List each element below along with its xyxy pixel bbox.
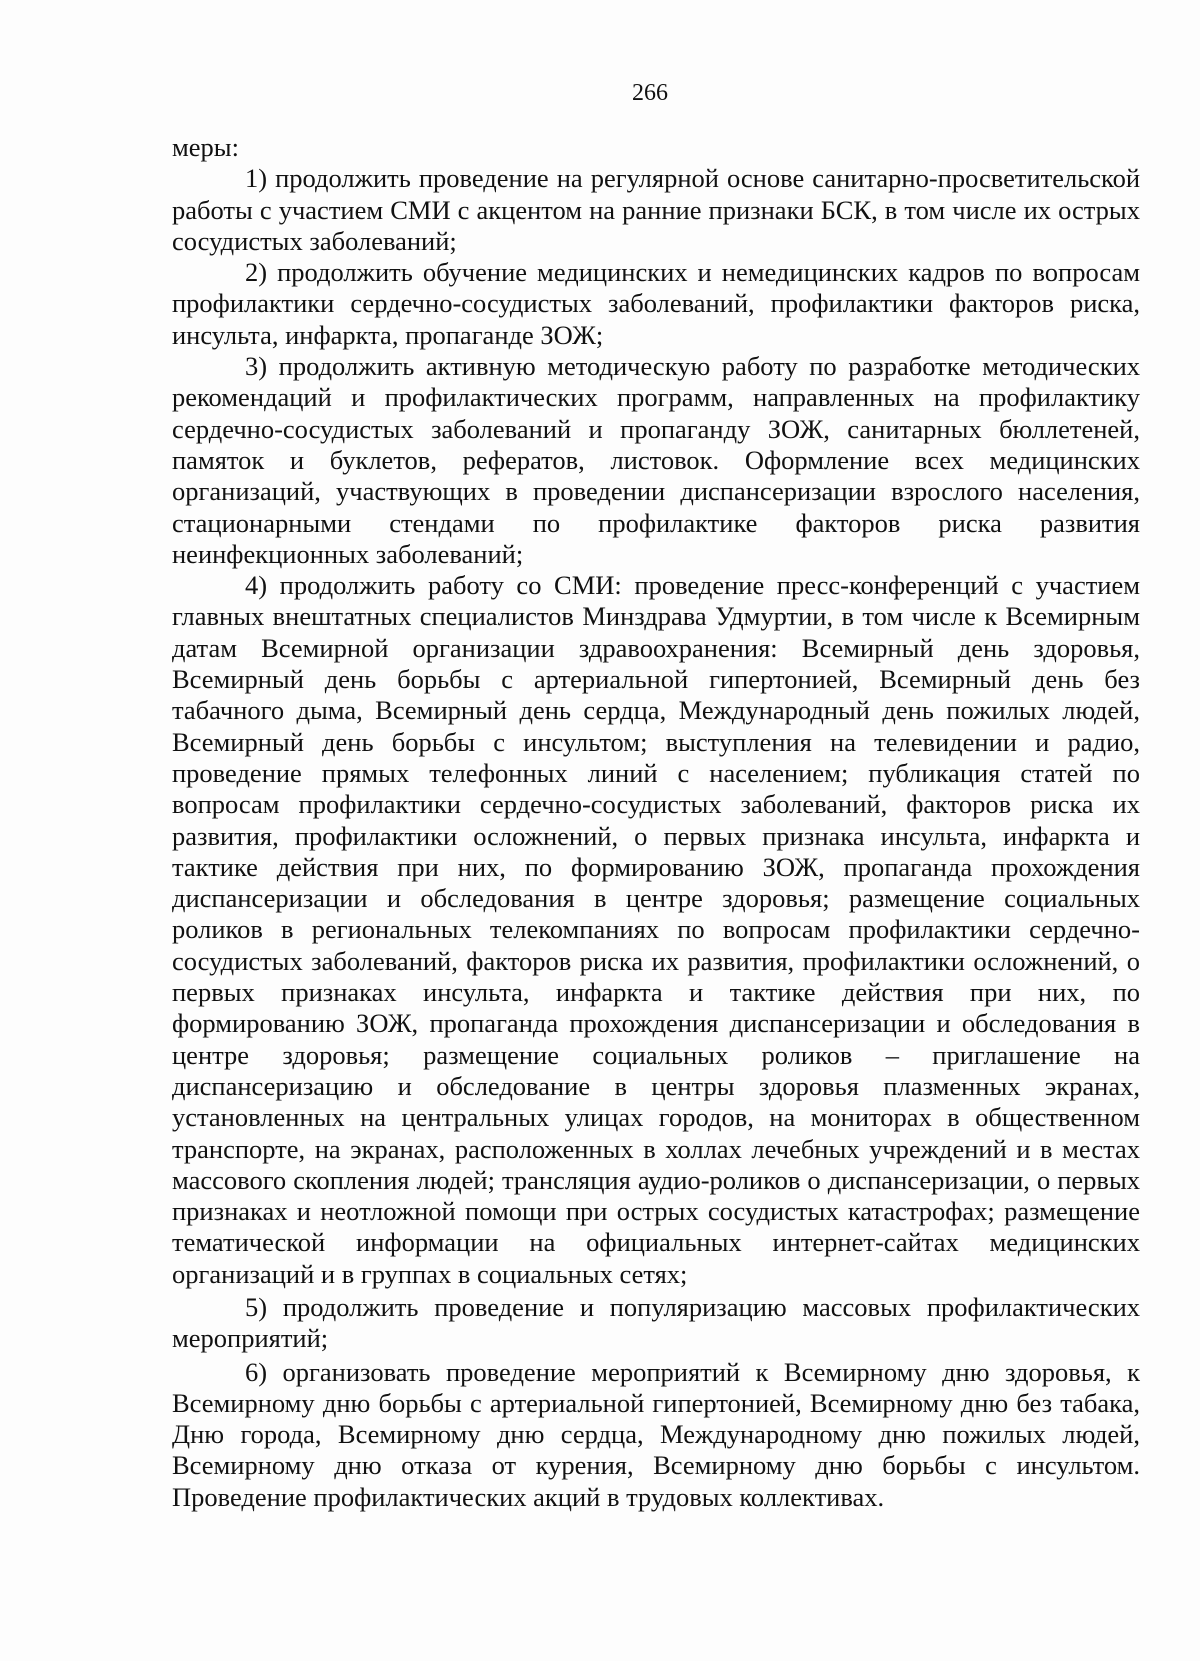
- list-item-2: 2) продолжить обучение медицинских и немедицинских кадров по вопросам профилактики сердечно-сосудистых заболеваний, профилактики факторов риска, инсульта, инфаркта, пропаганде ЗОЖ;: [172, 257, 1140, 350]
- list-item-3: 3) продолжить активную методическую работу по разработке методических рекомендаций и профилактических программ, направленных на профилактику сердечно-сосудистых заболеваний и пропаганду ЗОЖ, санитарных бюллетеней, памяток и буклетов, рефератов, листовок. Оформление всех медицинских организаций, участвующих в проведении диспансеризации взрослого населения, стационарными стендами по профилактике факторов риска развития неинфекционных заболеваний;: [172, 351, 1140, 569]
- list-item-5: 5) продолжить проведение и популяризацию массовых профилактических мероприятий;: [172, 1291, 1140, 1354]
- intro-text: меры:: [172, 132, 239, 162]
- document-body: [172, 132, 1140, 1513]
- list-item-4: 4) продолжить работу со СМИ: проведение пресс-конференций с участием главных внештатных специалистов Минздрава Удмуртии, в том числе к Всемирным датам Всемирной организации здравоохранения: Всемирный день здоровья, Всемирный день борьбы с артериальной гипертонией, Всемирный день без табачного дыма, Всемирный день сердца, Международный день пожилых людей, Всемирный день борьбы с инсультом; выступления на телевидении и радио, проведение прямых телефонных линий с населением; публикация статей по вопросам профилактики сердечно-сосудистых заболеваний, факторов риска их развития, профилактики осложнений, о первых признака инсульта, инфаркта и тактике действия при них, по формированию ЗОЖ, пропаганда прохождения диспансеризации и обследования в центре здоровья; размещение социальных роликов в региональных телекомпаниях по вопросам профилактики сердечно-сосудистых заболеваний, факторов риска их развития, профилактики осложнений, о первых признаках инсульта, инфаркта и тактике действия при них, по формированию ЗОЖ, пропаганда прохождения диспансеризации и обследования в центре здоровья; размещение социальных роликов – приглашение на диспансеризацию и обследование в центры здоровья плазменных экранах, установленных на центральных улицах городов, на мониторах в общественном транспорте, на экранах, расположенных в холлах лечебных учреждений и в местах массового скопления людей; трансляция аудио-роликов о диспансеризации, о первых признаках и неотложной помощи при острых сосудистых катастрофах; размещение тематической информации на официальных интернет-сайтах медицинских организаций и в группах в социальных сетях;: [172, 570, 1140, 1289]
- list-item-6: 6) организовать проведение мероприятий к Всемирному дню здоровья, к Всемирному дню борьбы с артериальной гипертонией, Всемирному дню без табака, Дню города, Всемирному дню сердца, Международному дню пожилых людей, Всемирному дню отказа от курения, Всемирному дню борьбы с инсультом. Проведение профилактических акций в трудовых коллективах.: [172, 1356, 1140, 1512]
- page-number: 266: [632, 80, 668, 106]
- list-item-1: 1) продолжить проведение на регулярной основе санитарно-просветительской работы с участием СМИ с акцентом на ранние признаки БСК, в том числе их острых сосудистых заболеваний;: [172, 163, 1140, 256]
